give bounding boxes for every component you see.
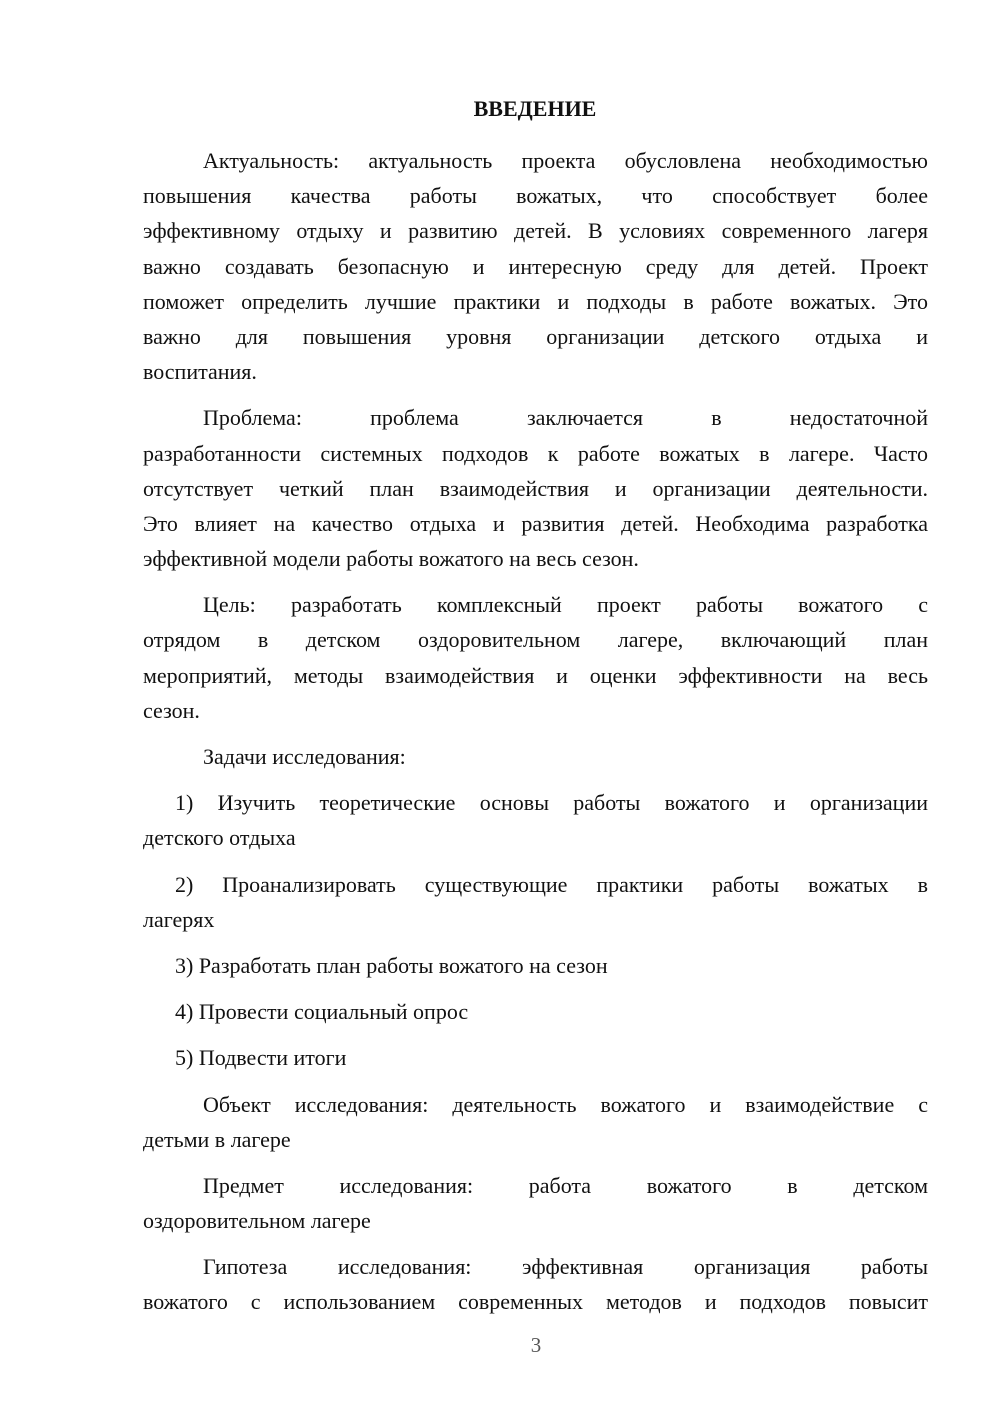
text-line: отсутствует четкий план взаимодействия и организации деятельности. xyxy=(143,475,928,501)
text-line: Актуальность: актуальность проекта обусловлена необходимостью xyxy=(203,148,928,173)
text-line: отрядом в детском оздоровительном лагере, включающий план xyxy=(143,627,928,653)
text-line: мероприятий, методы взаимодействия и оценки эффективности на весь xyxy=(143,662,928,688)
text-line: детьми в лагере xyxy=(143,1126,291,1152)
text-line: эффективному отдыху и развитию детей. В условиях современного лагеря xyxy=(143,218,928,244)
list-item xyxy=(143,1040,928,1075)
text-line: эффективной модели работы вожатого на весь сезон. xyxy=(143,546,639,572)
text-line: 2) Проанализировать существующие практики работы вожатых в xyxy=(175,871,928,897)
paragraph xyxy=(143,587,928,728)
text-line: Задачи исследования: xyxy=(203,744,406,769)
list-item xyxy=(143,948,928,983)
paragraph xyxy=(143,400,928,576)
text-line: сезон. xyxy=(143,697,200,723)
text-line: детского отдыха xyxy=(143,825,296,851)
text-line: 5) Подвести итоги xyxy=(175,1045,347,1071)
text-line: воспитания. xyxy=(143,359,257,385)
paragraph xyxy=(143,1087,928,1157)
text-line: 4) Провести социальный опрос xyxy=(175,999,469,1025)
page-title: ВВЕДЕНИЕ xyxy=(473,96,597,121)
text-line: Проблема: проблема заключается в недостаточной xyxy=(203,405,928,431)
text-line: Предмет исследования: работа вожатого в детском xyxy=(203,1172,928,1198)
paragraph xyxy=(143,1249,928,1319)
text-line: разработанности системных подходов к работе вожатых в лагере. Часто xyxy=(143,440,928,466)
text-line: важно для повышения уровня организации детского отдыха и xyxy=(143,323,928,349)
text-line: 1) Изучить теоретические основы работы вожатого и организации xyxy=(175,790,928,816)
text-line: Гипотеза исследования: эффективная организация работы xyxy=(203,1254,928,1280)
paragraph xyxy=(143,1168,928,1238)
paragraph xyxy=(143,739,928,774)
text-line: Цель: разработать комплексный проект работы вожатого с xyxy=(203,592,928,618)
document-body xyxy=(143,143,928,1331)
text-line: вожатого с использованием современных методов и подходов повысит xyxy=(143,1289,928,1315)
page-number: 3 xyxy=(530,1333,542,1357)
text-line: повышения качества работы вожатых, что способствует более xyxy=(143,183,928,209)
text-line: Объект исследования: деятельность вожатого и взаимодействие с xyxy=(203,1091,928,1117)
text-line: 3) Разработать план работы вожатого на сезон xyxy=(175,952,608,978)
text-line: Это влияет на качество отдыха и развития детей. Необходима разработка xyxy=(143,510,928,536)
list-item xyxy=(143,867,928,937)
text-line: оздоровительном лагере xyxy=(143,1208,371,1234)
text-line: поможет определить лучшие практики и подходы в работе вожатых. Это xyxy=(143,288,928,314)
text-line: важно создавать безопасную и интересную среду для детей. Проект xyxy=(143,253,928,279)
list-item xyxy=(143,785,928,855)
paragraph xyxy=(143,143,928,389)
text-line: лагерях xyxy=(143,906,215,932)
list-item xyxy=(143,994,928,1029)
